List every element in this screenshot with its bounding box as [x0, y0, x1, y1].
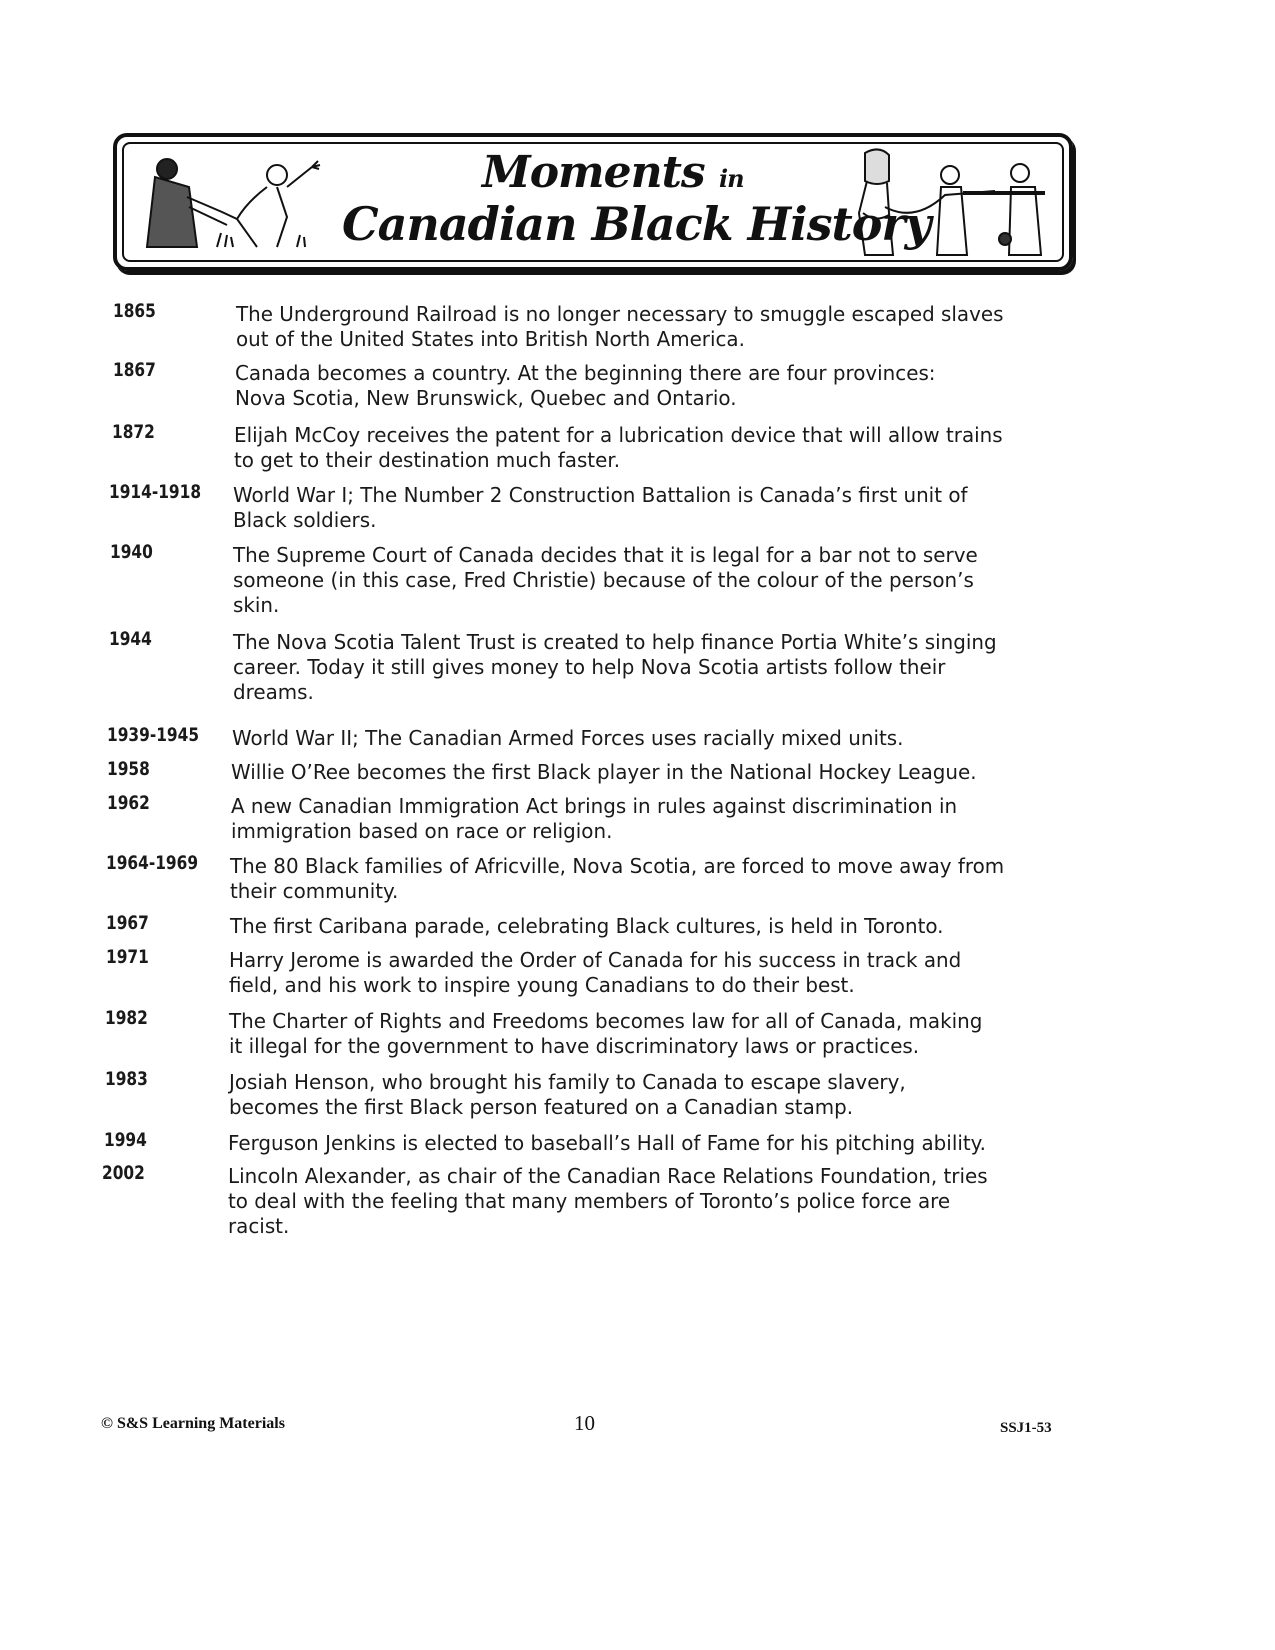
entry-line: The 80 Black families of Africville, Nova Scotia, are forced to move away from [230, 854, 1005, 878]
entry-description [228, 1164, 1043, 1239]
entry-description [230, 914, 1045, 939]
entry-description [236, 302, 1051, 352]
entry-description [229, 1070, 1044, 1120]
entry-line: World War II; The Canadian Armed Forces uses racially mixed units. [232, 726, 904, 750]
entry-year: 1865 [113, 300, 156, 322]
entry-year: 1944 [109, 628, 152, 650]
entry-line: skin. [233, 593, 280, 617]
footer-copyright: © S&S Learning Materials [101, 1415, 285, 1432]
entry-year: 1872 [112, 421, 155, 443]
entry-line: Willie O’Ree becomes the first Black player in the National Hockey League. [231, 760, 977, 784]
entry-year: 1958 [107, 758, 150, 780]
entry-description [233, 483, 1048, 533]
entry-line: dreams. [233, 680, 314, 704]
entry-description [231, 794, 1046, 844]
entry-year: 1867 [113, 359, 156, 381]
entry-line: to get to their destination much faster. [234, 448, 621, 472]
entry-year: 1983 [105, 1068, 148, 1090]
entry-line: The Underground Railroad is no longer necessary to smuggle escaped slaves [236, 302, 1004, 326]
entry-line: Nova Scotia, New Brunswick, Quebec and Ontario. [235, 386, 737, 410]
entry-year: 1971 [106, 946, 149, 968]
entry-description [233, 543, 1048, 618]
entry-line: it illegal for the government to have discriminatory laws or practices. [229, 1034, 920, 1058]
title-line-1 [482, 147, 744, 198]
entry-line: The Nova Scotia Talent Trust is created to help finance Portia White’s singing [233, 630, 997, 654]
entry-year: 1962 [107, 792, 150, 814]
entry-year: 1994 [104, 1129, 147, 1151]
entry-description [228, 1131, 1043, 1156]
entry-line: The first Caribana parade, celebrating Black cultures, is held in Toronto. [230, 914, 944, 938]
entry-description [231, 760, 1046, 785]
entry-line: The Supreme Court of Canada decides that it is legal for a bar not to serve [233, 543, 978, 567]
entry-year: 1964-1969 [106, 852, 199, 874]
entry-line: out of the United States into British North America. [236, 327, 745, 351]
title-banner [113, 133, 1073, 271]
entry-description [233, 630, 1048, 705]
entry-line: career. Today it still gives money to help Nova Scotia artists follow their [233, 655, 946, 679]
entry-line: racist. [228, 1214, 290, 1238]
entry-year: 1982 [105, 1007, 148, 1029]
entry-description [229, 1009, 1044, 1059]
entry-line: immigration based on race or religion. [231, 819, 613, 843]
figures-struggle-illustration-icon [127, 147, 337, 257]
entry-line: Harry Jerome is awarded the Order of Canada for his success in track and [229, 948, 962, 972]
entry-line: becomes the first Black person featured on a Canadian stamp. [229, 1095, 854, 1119]
entry-description [232, 726, 1047, 751]
entry-year: 1914-1918 [109, 481, 202, 503]
title-word-moments: Moments [482, 147, 705, 198]
entry-line: field, and his work to inspire young Canadians to do their best. [229, 973, 855, 997]
title-word-in: in [719, 164, 744, 193]
entry-year: 2002 [102, 1162, 145, 1184]
title-line-2: Canadian Black History [342, 197, 931, 251]
entry-year: 1939-1945 [107, 724, 200, 746]
entry-line: their community. [230, 879, 399, 903]
shackled-figures-illustration-icon [845, 143, 1055, 261]
entry-line: Black soldiers. [233, 508, 377, 532]
entry-description [230, 854, 1045, 904]
entry-line: Canada becomes a country. At the beginning there are four provinces: [235, 361, 936, 385]
page-number: 10 [574, 1411, 595, 1435]
entry-line: someone (in this case, Fred Christie) because of the colour of the person’s [233, 568, 974, 592]
entry-line: Lincoln Alexander, as chair of the Canadian Race Relations Foundation, tries [228, 1164, 988, 1188]
entry-line: Ferguson Jenkins is elected to baseball’s Hall of Fame for his pitching ability. [228, 1131, 986, 1155]
entry-description [234, 423, 1049, 473]
entry-line: to deal with the feeling that many members of Toronto’s police force are [228, 1189, 951, 1213]
entry-line: Elijah McCoy receives the patent for a lubrication device that will allow trains [234, 423, 1003, 447]
entry-description [229, 948, 1044, 998]
entry-line: A new Canadian Immigration Act brings in rules against discrimination in [231, 794, 958, 818]
entry-description [235, 361, 1050, 411]
entry-line: Josiah Henson, who brought his family to Canada to escape slavery, [229, 1070, 906, 1094]
entry-line: World War I; The Number 2 Construction Battalion is Canada’s first unit of [233, 483, 968, 507]
entry-year: 1967 [106, 912, 149, 934]
entry-line: The Charter of Rights and Freedoms becomes law for all of Canada, making [229, 1009, 983, 1033]
footer-code: SSJ1-53 [1000, 1420, 1052, 1436]
entry-year: 1940 [110, 541, 153, 563]
